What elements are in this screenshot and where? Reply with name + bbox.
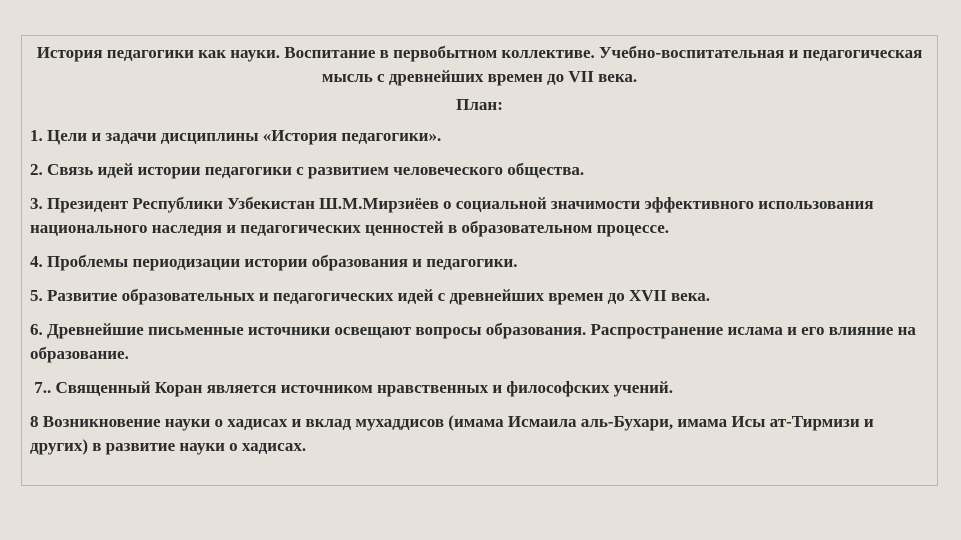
plan-item-8: 8 Возникновение науки о хадисах и вклад мухаддисов (имама Исмаила аль-Бухари, имама Исы ат-Тирмизи и других) в развитие науки о хадисах.: [30, 412, 874, 455]
plan-item-4: 4. Проблемы периодизации истории образования и педагогики.: [30, 252, 518, 271]
plan-item-6: 6. Древнейшие письменные источники освещают вопросы образования. Распространение ислама и его влияние на образование.: [30, 320, 916, 363]
plan-item-7: 7.. Священный Коран является источником нравственных и философских учений.: [30, 378, 673, 397]
plan-item-2: 2. Связь идей истории педагогики с развитием человеческого общества.: [30, 160, 585, 179]
plan-item-5: 5. Развитие образовательных и педагогических идей с древнейших времен до XVII века.: [30, 286, 711, 305]
plan-heading: План:: [456, 95, 503, 114]
plan-item-1: 1. Цели и задачи дисциплины «История педагогики».: [30, 126, 442, 145]
plan-item-3: 3. Президент Республики Узбекистан Ш.М.Мирзиёев о социальной значимости эффективного использования национального наследия и педагогических ценностей в образовательном процессе.: [30, 194, 874, 237]
slide-content-box: [21, 35, 938, 486]
slide-title: История педагогики как науки. Воспитание в первобытном коллективе. Учебно-воспитательная и педагогическая мысль с древнейших времен до VII века.: [36, 43, 923, 86]
